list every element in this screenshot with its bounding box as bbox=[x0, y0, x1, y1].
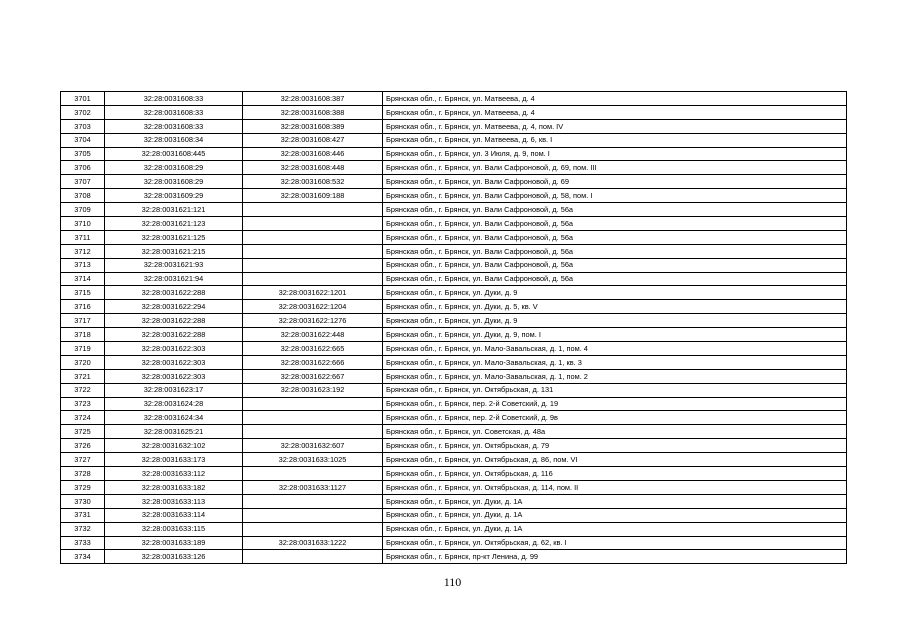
cadastral-number-cell: 32:28:0031633:115 bbox=[105, 522, 243, 536]
cadastral-number-cell: 32:28:0031621:123 bbox=[105, 217, 243, 231]
table-row bbox=[61, 494, 847, 508]
cadastral-number-cell: 32:28:0031621:93 bbox=[105, 258, 243, 272]
address-cell: Брянская обл., г. Брянск, ул. Мало-Завальская, д. 1, пом. 2 bbox=[383, 369, 847, 383]
address-cell: Брянская обл., г. Брянск, ул. Мало-Завальская, д. 1, пом. 4 bbox=[383, 342, 847, 356]
row-number-cell: 3707 bbox=[61, 175, 105, 189]
table-row bbox=[61, 105, 847, 119]
row-number-cell: 3722 bbox=[61, 383, 105, 397]
row-number-cell: 3704 bbox=[61, 133, 105, 147]
cadastral-number-cell: 32:28:0031621:121 bbox=[105, 203, 243, 217]
row-number-cell: 3725 bbox=[61, 425, 105, 439]
cadastral-number-cell: 32:28:0031608:34 bbox=[105, 133, 243, 147]
address-cell: Брянская обл., г. Брянск, ул. Октябрьская, д. 79 bbox=[383, 439, 847, 453]
row-number-cell: 3713 bbox=[61, 258, 105, 272]
table-row bbox=[61, 397, 847, 411]
cadastral-number-cell: 32:28:0031608:33 bbox=[105, 105, 243, 119]
object-cadastral-number-cell bbox=[243, 467, 383, 481]
table-row bbox=[61, 300, 847, 314]
cadastral-number-cell: 32:28:0031608:33 bbox=[105, 92, 243, 106]
row-number-cell: 3720 bbox=[61, 355, 105, 369]
row-number-cell: 3718 bbox=[61, 328, 105, 342]
object-cadastral-number-cell bbox=[243, 425, 383, 439]
address-cell: Брянская обл., г. Брянск, ул. Вали Сафроновой, д. 56а bbox=[383, 203, 847, 217]
row-number-cell: 3723 bbox=[61, 397, 105, 411]
cadastral-number-cell: 32:28:0031622:294 bbox=[105, 300, 243, 314]
address-cell: Брянская обл., г. Брянск, ул. Матвеева, д. 4 bbox=[383, 105, 847, 119]
row-number-cell: 3706 bbox=[61, 161, 105, 175]
address-cell: Брянская обл., г. Брянск, ул. Матвеева, д. 4 bbox=[383, 92, 847, 106]
table-row bbox=[61, 272, 847, 286]
cadastral-number-cell: 32:28:0031621:215 bbox=[105, 244, 243, 258]
object-cadastral-number-cell: 32:28:0031622:666 bbox=[243, 355, 383, 369]
cadastral-number-cell: 32:28:0031633:173 bbox=[105, 453, 243, 467]
row-number-cell: 3709 bbox=[61, 203, 105, 217]
address-cell: Брянская обл., г. Брянск, пер. 2-й Советский, д. 19 bbox=[383, 397, 847, 411]
table-row bbox=[61, 217, 847, 231]
table-row bbox=[61, 161, 847, 175]
address-cell: Брянская обл., г. Брянск, ул. Матвеева, д. 4, пом. IV bbox=[383, 119, 847, 133]
cadastral-number-cell: 32:28:0031622:303 bbox=[105, 369, 243, 383]
row-number-cell: 3724 bbox=[61, 411, 105, 425]
table-row bbox=[61, 522, 847, 536]
object-cadastral-number-cell bbox=[243, 272, 383, 286]
cadastral-number-cell: 32:28:0031632:102 bbox=[105, 439, 243, 453]
address-cell: Брянская обл., г. Брянск, ул. Дуки, д. 5, кв. V bbox=[383, 300, 847, 314]
table-row bbox=[61, 467, 847, 481]
address-cell: Брянская обл., г. Брянск, ул. Дуки, д. 9 bbox=[383, 286, 847, 300]
row-number-cell: 3702 bbox=[61, 105, 105, 119]
cadastral-number-cell: 32:28:0031633:113 bbox=[105, 494, 243, 508]
row-number-cell: 3734 bbox=[61, 550, 105, 564]
table-row bbox=[61, 230, 847, 244]
cadastral-number-cell: 32:28:0031633:114 bbox=[105, 508, 243, 522]
row-number-cell: 3701 bbox=[61, 92, 105, 106]
address-cell: Брянская обл., г. Брянск, ул. Мало-Завальская, д. 1, кв. 3 bbox=[383, 355, 847, 369]
address-cell: Брянская обл., г. Брянск, ул. Вали Сафроновой, д. 56а bbox=[383, 230, 847, 244]
address-cell: Брянская обл., г. Брянск, ул. Вали Сафроновой, д. 69 bbox=[383, 175, 847, 189]
object-cadastral-number-cell: 32:28:0031608:389 bbox=[243, 119, 383, 133]
table-row bbox=[61, 342, 847, 356]
row-number-cell: 3715 bbox=[61, 286, 105, 300]
cadastral-number-cell: 32:28:0031633:182 bbox=[105, 480, 243, 494]
object-cadastral-number-cell: 32:28:0031633:1025 bbox=[243, 453, 383, 467]
cadastral-number-cell: 32:28:0031621:94 bbox=[105, 272, 243, 286]
table-row bbox=[61, 439, 847, 453]
row-number-cell: 3731 bbox=[61, 508, 105, 522]
address-cell: Брянская обл., г. Брянск, пр-кт Ленина, д. 99 bbox=[383, 550, 847, 564]
row-number-cell: 3732 bbox=[61, 522, 105, 536]
registry-table-body bbox=[61, 92, 847, 564]
cadastral-number-cell: 32:28:0031633:112 bbox=[105, 467, 243, 481]
object-cadastral-number-cell bbox=[243, 550, 383, 564]
object-cadastral-number-cell: 32:28:0031608:427 bbox=[243, 133, 383, 147]
table-row bbox=[61, 314, 847, 328]
object-cadastral-number-cell: 32:28:0031608:532 bbox=[243, 175, 383, 189]
address-cell: Брянская обл., г. Брянск, ул. Матвеева, д. 6, кв. I bbox=[383, 133, 847, 147]
object-cadastral-number-cell: 32:28:0031622:665 bbox=[243, 342, 383, 356]
object-cadastral-number-cell: 32:28:0031608:387 bbox=[243, 92, 383, 106]
address-cell: Брянская обл., г. Брянск, ул. Советская, д. 48а bbox=[383, 425, 847, 439]
cadastral-number-cell: 32:28:0031633:189 bbox=[105, 536, 243, 550]
table-row bbox=[61, 92, 847, 106]
cadastral-number-cell: 32:28:0031624:34 bbox=[105, 411, 243, 425]
table-row bbox=[61, 258, 847, 272]
object-cadastral-number-cell: 32:28:0031632:607 bbox=[243, 439, 383, 453]
object-cadastral-number-cell bbox=[243, 217, 383, 231]
row-number-cell: 3733 bbox=[61, 536, 105, 550]
row-number-cell: 3729 bbox=[61, 480, 105, 494]
object-cadastral-number-cell bbox=[243, 397, 383, 411]
table-row bbox=[61, 355, 847, 369]
address-cell: Брянская обл., г. Брянск, ул. Октябрьская, д. 62, кв. I bbox=[383, 536, 847, 550]
object-cadastral-number-cell bbox=[243, 508, 383, 522]
cadastral-number-cell: 32:28:0031622:303 bbox=[105, 355, 243, 369]
address-cell: Брянская обл., г. Брянск, пер. 2-й Советский, д. 9в bbox=[383, 411, 847, 425]
object-cadastral-number-cell bbox=[243, 244, 383, 258]
row-number-cell: 3717 bbox=[61, 314, 105, 328]
row-number-cell: 3730 bbox=[61, 494, 105, 508]
row-number-cell: 3728 bbox=[61, 467, 105, 481]
cadastral-number-cell: 32:28:0031608:29 bbox=[105, 175, 243, 189]
cadastral-number-cell: 32:28:0031609:29 bbox=[105, 189, 243, 203]
table-row bbox=[61, 425, 847, 439]
object-cadastral-number-cell: 32:28:0031622:1204 bbox=[243, 300, 383, 314]
table-row bbox=[61, 147, 847, 161]
object-cadastral-number-cell: 32:28:0031622:667 bbox=[243, 369, 383, 383]
page-number: 110 bbox=[443, 575, 462, 589]
address-cell: Брянская обл., г. Брянск, ул. Дуки, д. 9, пом. I bbox=[383, 328, 847, 342]
address-cell: Брянская обл., г. Брянск, ул. Вали Сафроновой, д. 58, пом. I bbox=[383, 189, 847, 203]
table-row bbox=[61, 411, 847, 425]
row-number-cell: 3716 bbox=[61, 300, 105, 314]
row-number-cell: 3721 bbox=[61, 369, 105, 383]
object-cadastral-number-cell: 32:28:0031622:1276 bbox=[243, 314, 383, 328]
address-cell: Брянская обл., г. Брянск, ул. Октябрьская, д. 131 bbox=[383, 383, 847, 397]
object-cadastral-number-cell bbox=[243, 494, 383, 508]
object-cadastral-number-cell: 32:28:0031608:388 bbox=[243, 105, 383, 119]
row-number-cell: 3710 bbox=[61, 217, 105, 231]
object-cadastral-number-cell: 32:28:0031608:448 bbox=[243, 161, 383, 175]
object-cadastral-number-cell: 32:28:0031633:1127 bbox=[243, 480, 383, 494]
object-cadastral-number-cell: 32:28:0031623:192 bbox=[243, 383, 383, 397]
table-row bbox=[61, 119, 847, 133]
table-row bbox=[61, 286, 847, 300]
table-row bbox=[61, 175, 847, 189]
row-number-cell: 3726 bbox=[61, 439, 105, 453]
cadastral-number-cell: 32:28:0031624:28 bbox=[105, 397, 243, 411]
object-cadastral-number-cell bbox=[243, 203, 383, 217]
address-cell: Брянская обл., г. Брянск, ул. Вали Сафроновой, д. 56а bbox=[383, 244, 847, 258]
row-number-cell: 3714 bbox=[61, 272, 105, 286]
address-cell: Брянская обл., г. Брянск, ул. Дуки, д. 1А bbox=[383, 508, 847, 522]
address-cell: Брянская обл., г. Брянск, ул. Октябрьская, д. 86, пом. VI bbox=[383, 453, 847, 467]
object-cadastral-number-cell: 32:28:0031608:446 bbox=[243, 147, 383, 161]
row-number-cell: 3719 bbox=[61, 342, 105, 356]
address-cell: Брянская обл., г. Брянск, ул. Вали Сафроновой, д. 56а bbox=[383, 272, 847, 286]
row-number-cell: 3705 bbox=[61, 147, 105, 161]
address-cell: Брянская обл., г. Брянск, ул. Вали Сафроновой, д. 69, пом. III bbox=[383, 161, 847, 175]
table-row bbox=[61, 328, 847, 342]
object-cadastral-number-cell bbox=[243, 411, 383, 425]
object-cadastral-number-cell bbox=[243, 230, 383, 244]
table-row bbox=[61, 480, 847, 494]
address-cell: Брянская обл., г. Брянск, ул. Октябрьская, д. 114, пом. II bbox=[383, 480, 847, 494]
table-row bbox=[61, 536, 847, 550]
address-cell: Брянская обл., г. Брянск, ул. Вали Сафроновой, д. 56а bbox=[383, 217, 847, 231]
table-row bbox=[61, 133, 847, 147]
cadastral-number-cell: 32:28:0031622:288 bbox=[105, 328, 243, 342]
address-cell: Брянская обл., г. Брянск, ул. Дуки, д. 1А bbox=[383, 494, 847, 508]
row-number-cell: 3703 bbox=[61, 119, 105, 133]
table-row bbox=[61, 203, 847, 217]
object-cadastral-number-cell: 32:28:0031622:1201 bbox=[243, 286, 383, 300]
table-row bbox=[61, 189, 847, 203]
object-cadastral-number-cell bbox=[243, 258, 383, 272]
object-cadastral-number-cell: 32:28:0031633:1222 bbox=[243, 536, 383, 550]
address-cell: Брянская обл., г. Брянск, ул. Октябрьская, д. 116 bbox=[383, 467, 847, 481]
object-cadastral-number-cell: 32:28:0031609:188 bbox=[243, 189, 383, 203]
cadastral-number-cell: 32:28:0031625:21 bbox=[105, 425, 243, 439]
table-row bbox=[61, 383, 847, 397]
registry-table bbox=[60, 91, 847, 564]
table-row bbox=[61, 369, 847, 383]
row-number-cell: 3708 bbox=[61, 189, 105, 203]
cadastral-number-cell: 32:28:0031622:288 bbox=[105, 286, 243, 300]
address-cell: Брянская обл., г. Брянск, ул. Вали Сафроновой, д. 56а bbox=[383, 258, 847, 272]
table-row bbox=[61, 453, 847, 467]
object-cadastral-number-cell: 32:28:0031622:448 bbox=[243, 328, 383, 342]
cadastral-number-cell: 32:28:0031623:17 bbox=[105, 383, 243, 397]
cadastral-number-cell: 32:28:0031622:303 bbox=[105, 342, 243, 356]
cadastral-number-cell: 32:28:0031622:288 bbox=[105, 314, 243, 328]
object-cadastral-number-cell bbox=[243, 522, 383, 536]
row-number-cell: 3727 bbox=[61, 453, 105, 467]
cadastral-number-cell: 32:28:0031608:33 bbox=[105, 119, 243, 133]
address-cell: Брянская обл., г. Брянск, ул. Дуки, д. 9 bbox=[383, 314, 847, 328]
address-cell: Брянская обл., г. Брянск, ул. Дуки, д. 1А bbox=[383, 522, 847, 536]
cadastral-number-cell: 32:28:0031608:29 bbox=[105, 161, 243, 175]
row-number-cell: 3712 bbox=[61, 244, 105, 258]
table-row bbox=[61, 508, 847, 522]
table-row bbox=[61, 550, 847, 564]
cadastral-number-cell: 32:28:0031608:445 bbox=[105, 147, 243, 161]
row-number-cell: 3711 bbox=[61, 230, 105, 244]
cadastral-number-cell: 32:28:0031621:125 bbox=[105, 230, 243, 244]
address-cell: Брянская обл., г. Брянск, ул. 3 Июля, д. 9, пом. I bbox=[383, 147, 847, 161]
cadastral-number-cell: 32:28:0031633:126 bbox=[105, 550, 243, 564]
table-row bbox=[61, 244, 847, 258]
